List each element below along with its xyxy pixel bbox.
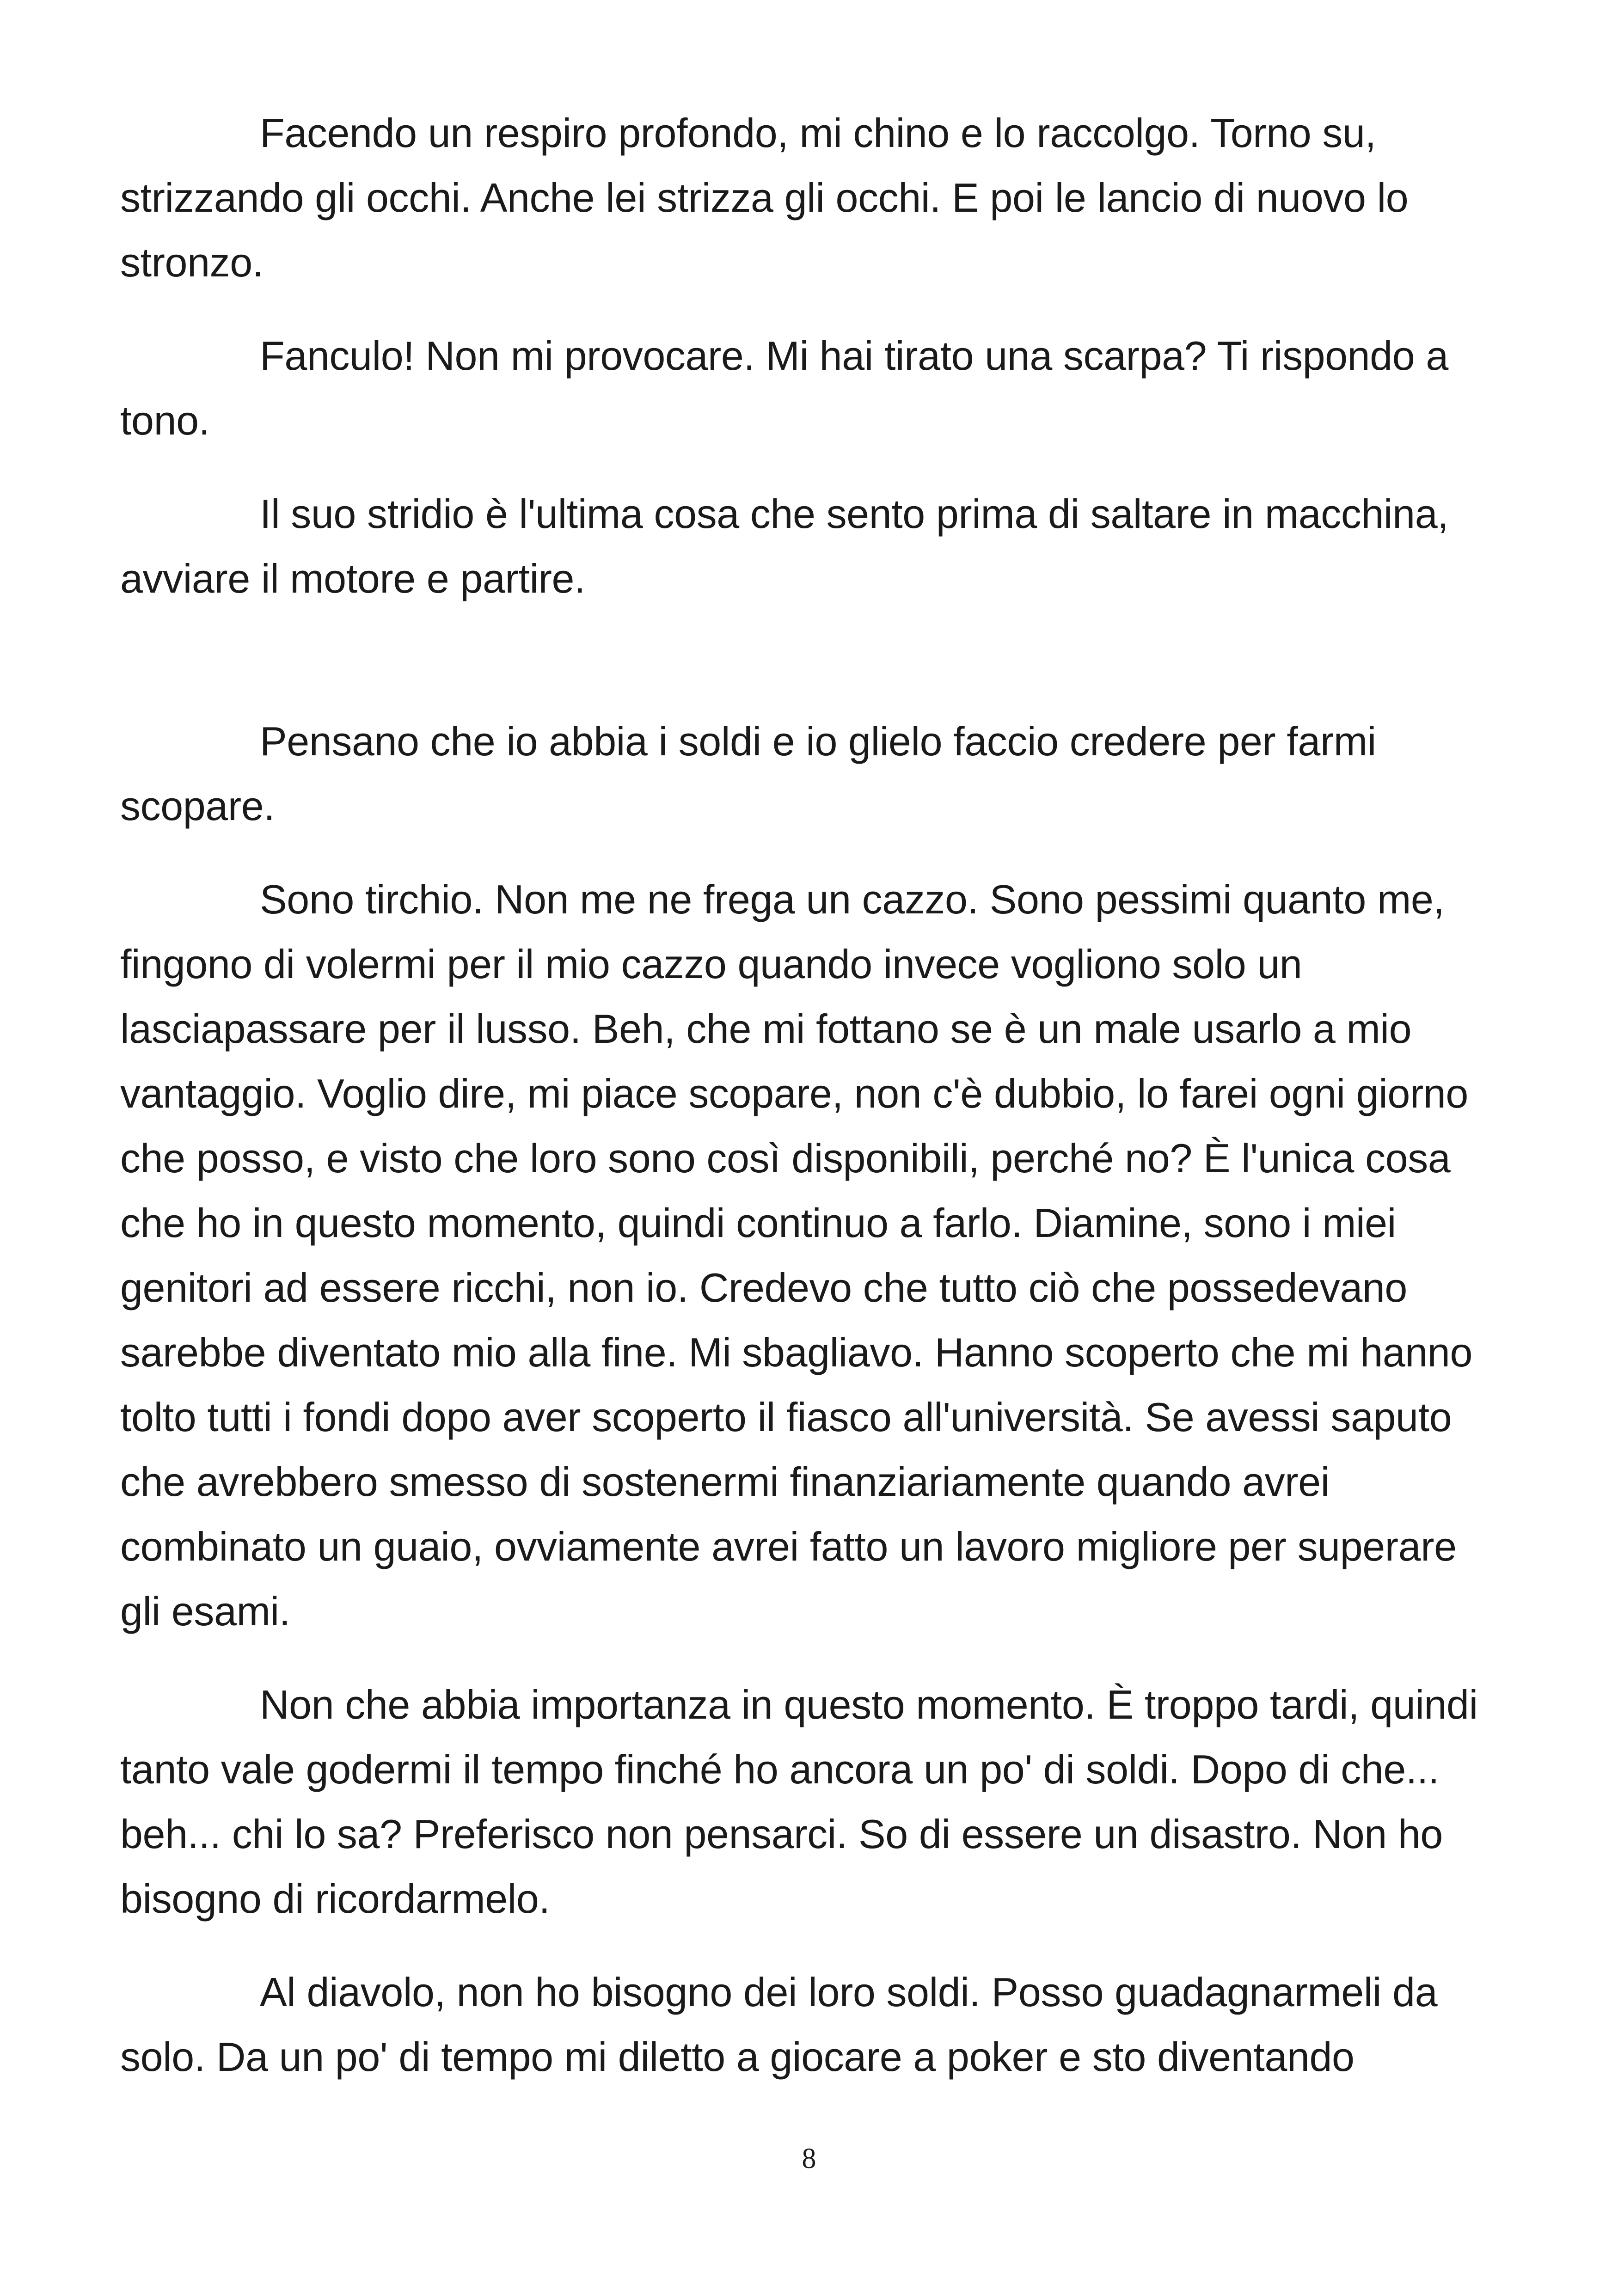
paragraph: Facendo un respiro profondo, mi chino e lo raccolgo. Torno su, strizzando gli occhi. Anche lei strizza gli occhi. E poi le lancio di nuovo lo stronzo. bbox=[120, 110, 1409, 285]
paragraph: Sono tirchio. Non me ne frega un cazzo. Sono pessimi quanto me, fingono di volermi per il mio cazzo quando invece vogliono solo un lasciapassare per il lusso. Beh, che mi fottano se è un male usarlo a mio vantaggio. Voglio dire, mi piace scopare, non c'è dubbio, lo farei ogni giorno che posso, e visto che loro sono così disponibili, perché no? È l'unica cosa che ho in questo momento, quindi continuo a farlo. Diamine, sono i miei genitori ad essere ricchi, non io. Credevo che tutto ciò che possedevano sarebbe diventato mio alla fine. Mi sbagliavo. Hanno scoperto che mi hanno tolto tutti i fondi dopo aver scoperto il fiasco all'università. Se avessi saputo che avrebbero smesso di sostenermi finanziariamente quando avrei combinato un guaio, ovviamente avrei fatto un lavoro migliore per superare gli esami. bbox=[120, 876, 1473, 1634]
scene-break bbox=[120, 640, 1505, 709]
paragraph: Pensano che io abbia i soldi e io glielo faccio credere per farmi scopare. bbox=[120, 718, 1376, 829]
paragraph: Non che abbia importanza in questo momento. È troppo tardi, quindi tanto vale godermi il tempo finché ho ancora un po' di soldi. Dopo di che... beh... chi lo sa? Preferisco non pensarci. So di essere un disastro. Non ho bisogno di ricordarmelo. bbox=[120, 1682, 1478, 1922]
paragraph: Fanculo! Non mi provocare. Mi hai tirato una scarpa? Ti rispondo a tono. bbox=[120, 333, 1448, 443]
paragraph: Al diavolo, non ho bisogno dei loro soldi. Posso guadagnarmeli da solo. Da un po' di tempo mi diletto a giocare a poker e sto diventando bbox=[120, 1969, 1438, 2080]
paragraph: Il suo stridio è l'ultima cosa che sento prima di saltare in macchina, avviare il motore e partire. bbox=[120, 491, 1449, 601]
body-text bbox=[120, 101, 1505, 2118]
page-number: 8 bbox=[802, 2143, 816, 2174]
